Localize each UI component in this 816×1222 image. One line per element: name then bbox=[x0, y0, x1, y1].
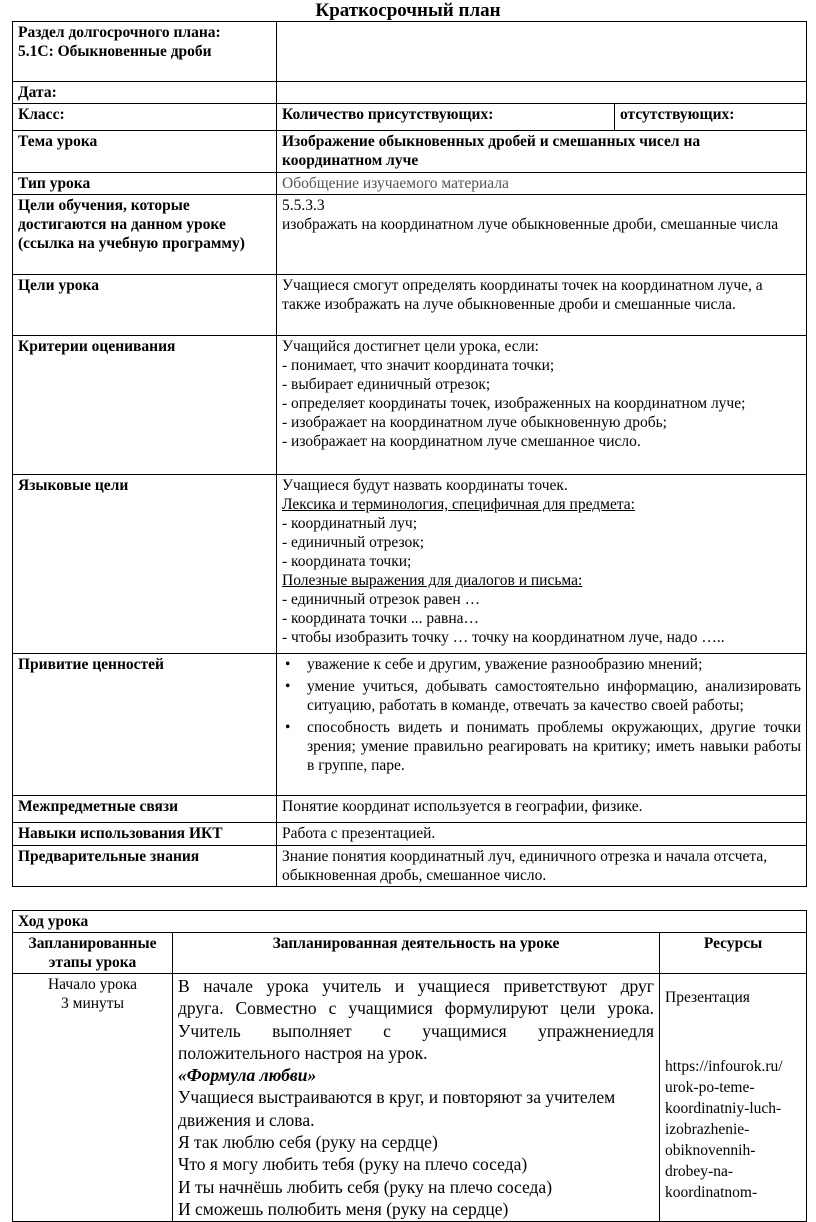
cross-links-label: Межпредметные связи bbox=[13, 796, 277, 823]
cross-links-value: Понятие координат используется в географии, физике. bbox=[277, 796, 807, 823]
plan-section-value bbox=[277, 22, 807, 82]
col-resources: Ресурсы bbox=[660, 933, 807, 974]
activity-cell: В начале урока учитель и учащиеся приветствуют друг друга. Совместно с учащимися формулируют цели урока. Учитель выполняет с учащимися упражнениедля положительного настроя на урок. «Формула любви» Учащиеся выстраиваются в круг, и повторяют за учителем движения и слова. Я так люблю себя (руку на сердце) Что я могу любить тебя (руку на плечо соседа) И ты начнёшь любить себя (руку на плечо соседа) И сможешь полюбить меня (руку на сердце) bbox=[173, 974, 660, 1222]
resource-label: Презентация bbox=[665, 989, 750, 1006]
present-label: Количество присутствующих: bbox=[277, 104, 615, 131]
list-item: • способность видеть и понимать проблемы окружающих, другие точки зрения; умение правильно реагировать на критику; иметь навыки работы в группе, паре. bbox=[307, 718, 801, 775]
table-row bbox=[13, 974, 807, 1222]
col-activity: Запланированная деятельность на уроке bbox=[173, 933, 660, 974]
lesson-type-value: Обобщение изучаемого материала bbox=[277, 173, 807, 195]
prior-value: Знание понятия координатный луч, единичного отрезка и начала отсчета, обыкновенная дробь, смешанное число. bbox=[277, 846, 807, 887]
topic-label: Тема урока bbox=[13, 131, 277, 173]
criteria-label: Критерии оценивания bbox=[13, 336, 277, 475]
class-label: Класс: bbox=[13, 104, 277, 131]
stage-name: Начало урока bbox=[47, 976, 138, 993]
course-table bbox=[12, 910, 807, 1222]
topic-value: Изображение обыкновенных дробей и смешанных чисел на координатном луче bbox=[277, 131, 807, 173]
page-title: Краткосрочный план bbox=[315, 0, 501, 21]
list-item: • уважение к себе и другим, уважение разнообразию мнений; bbox=[307, 655, 801, 674]
learning-goals-text: изображать на координатном луче обыкновенные дроби, смешанные числа bbox=[282, 216, 779, 233]
learning-goals-value bbox=[277, 195, 807, 275]
lesson-type-label: Тип урока bbox=[13, 173, 277, 195]
course-heading: Ход урока bbox=[13, 911, 807, 933]
values-value bbox=[277, 654, 807, 796]
prior-label: Предварительные знания bbox=[13, 846, 277, 887]
learning-goals-code: 5.5.3.3 bbox=[282, 197, 325, 214]
stage-cell bbox=[13, 974, 173, 1222]
list-item: • умение учиться, добывать самостоятельно информацию, анализировать ситуацию, работать в команде, отвечать за качество своей работы; bbox=[307, 677, 801, 715]
absent-label: отсутствующих: bbox=[615, 104, 807, 131]
lesson-goals-value: Учащиеся смогут определять координаты точек на координатном луче, а также изображать на луче обыкновенные дроби и смешанные числа. bbox=[277, 275, 807, 336]
stage-time: 3 минуты bbox=[61, 995, 124, 1012]
resources-cell: Презентация https://infourok.ru/ urok-po-teme- koordinatniy-luch- izobrazhenie- obiknovennih- drobey-na- koordinatnom- bbox=[660, 974, 807, 1222]
criteria-value: Учащийся достигнет цели урока, если: - понимает, что значит координата точки; - выбирает единичный отрезок; - определяет координаты точек, изображенных на координатном луче; - изображает на координатном луче обыкновенную дробь; - изображает на координатном луче смешанное число. bbox=[277, 336, 807, 475]
date-row bbox=[13, 82, 807, 104]
date-value bbox=[277, 82, 807, 104]
phrases-heading: Полезные выражения для диалогов и письма: bbox=[282, 572, 583, 589]
cross-links-row bbox=[13, 796, 807, 823]
course-header-row bbox=[13, 933, 807, 974]
values-list bbox=[282, 655, 801, 775]
criteria-row bbox=[13, 336, 807, 475]
plan-section-row bbox=[13, 22, 807, 82]
lesson-type-row bbox=[13, 173, 807, 195]
values-row bbox=[13, 654, 807, 796]
plan-section-label: Раздел долгосрочного плана: 5.1С: Обыкновенные дроби bbox=[13, 22, 277, 82]
learning-goals-label: Цели обучения, которые достигаются на данном уроке (ссылка на учебную программу) bbox=[13, 195, 277, 275]
values-label: Привитие ценностей bbox=[13, 654, 277, 796]
col-stages: Запланированные этапы урока bbox=[13, 933, 173, 974]
ict-value: Работа с презентацией. bbox=[277, 823, 807, 846]
course-heading-row bbox=[13, 911, 807, 933]
language-goals-value: Учащиеся будут назвать координаты точек. Лексика и терминология, специфичная для предмета: - координатный луч; - единичный отрезок; - координата точки; Полезные выражения для диалогов и письма: - единичный отрезок равен … - координата точки ... равна… - чтобы изобразить точку … точку на координатном луче, надо ….. bbox=[277, 475, 807, 654]
lesson-goals-label: Цели урока bbox=[13, 275, 277, 336]
resource-link[interactable]: https://infourok.ru/ bbox=[665, 1058, 783, 1075]
language-goals-label: Языковые цели bbox=[13, 475, 277, 654]
plan-table bbox=[12, 21, 807, 887]
date-label: Дата: bbox=[13, 82, 277, 104]
vocab-heading: Лексика и терминология, специфичная для предмета: bbox=[282, 496, 635, 513]
language-goals-row bbox=[13, 475, 807, 654]
class-row bbox=[13, 104, 807, 131]
ict-row bbox=[13, 823, 807, 846]
lesson-goals-row bbox=[13, 275, 807, 336]
prior-row bbox=[13, 846, 807, 887]
formula-title: «Формула любви» bbox=[178, 1065, 317, 1086]
learning-goals-row bbox=[13, 195, 807, 275]
topic-row bbox=[13, 131, 807, 173]
ict-label: Навыки использования ИКТ bbox=[13, 823, 277, 846]
